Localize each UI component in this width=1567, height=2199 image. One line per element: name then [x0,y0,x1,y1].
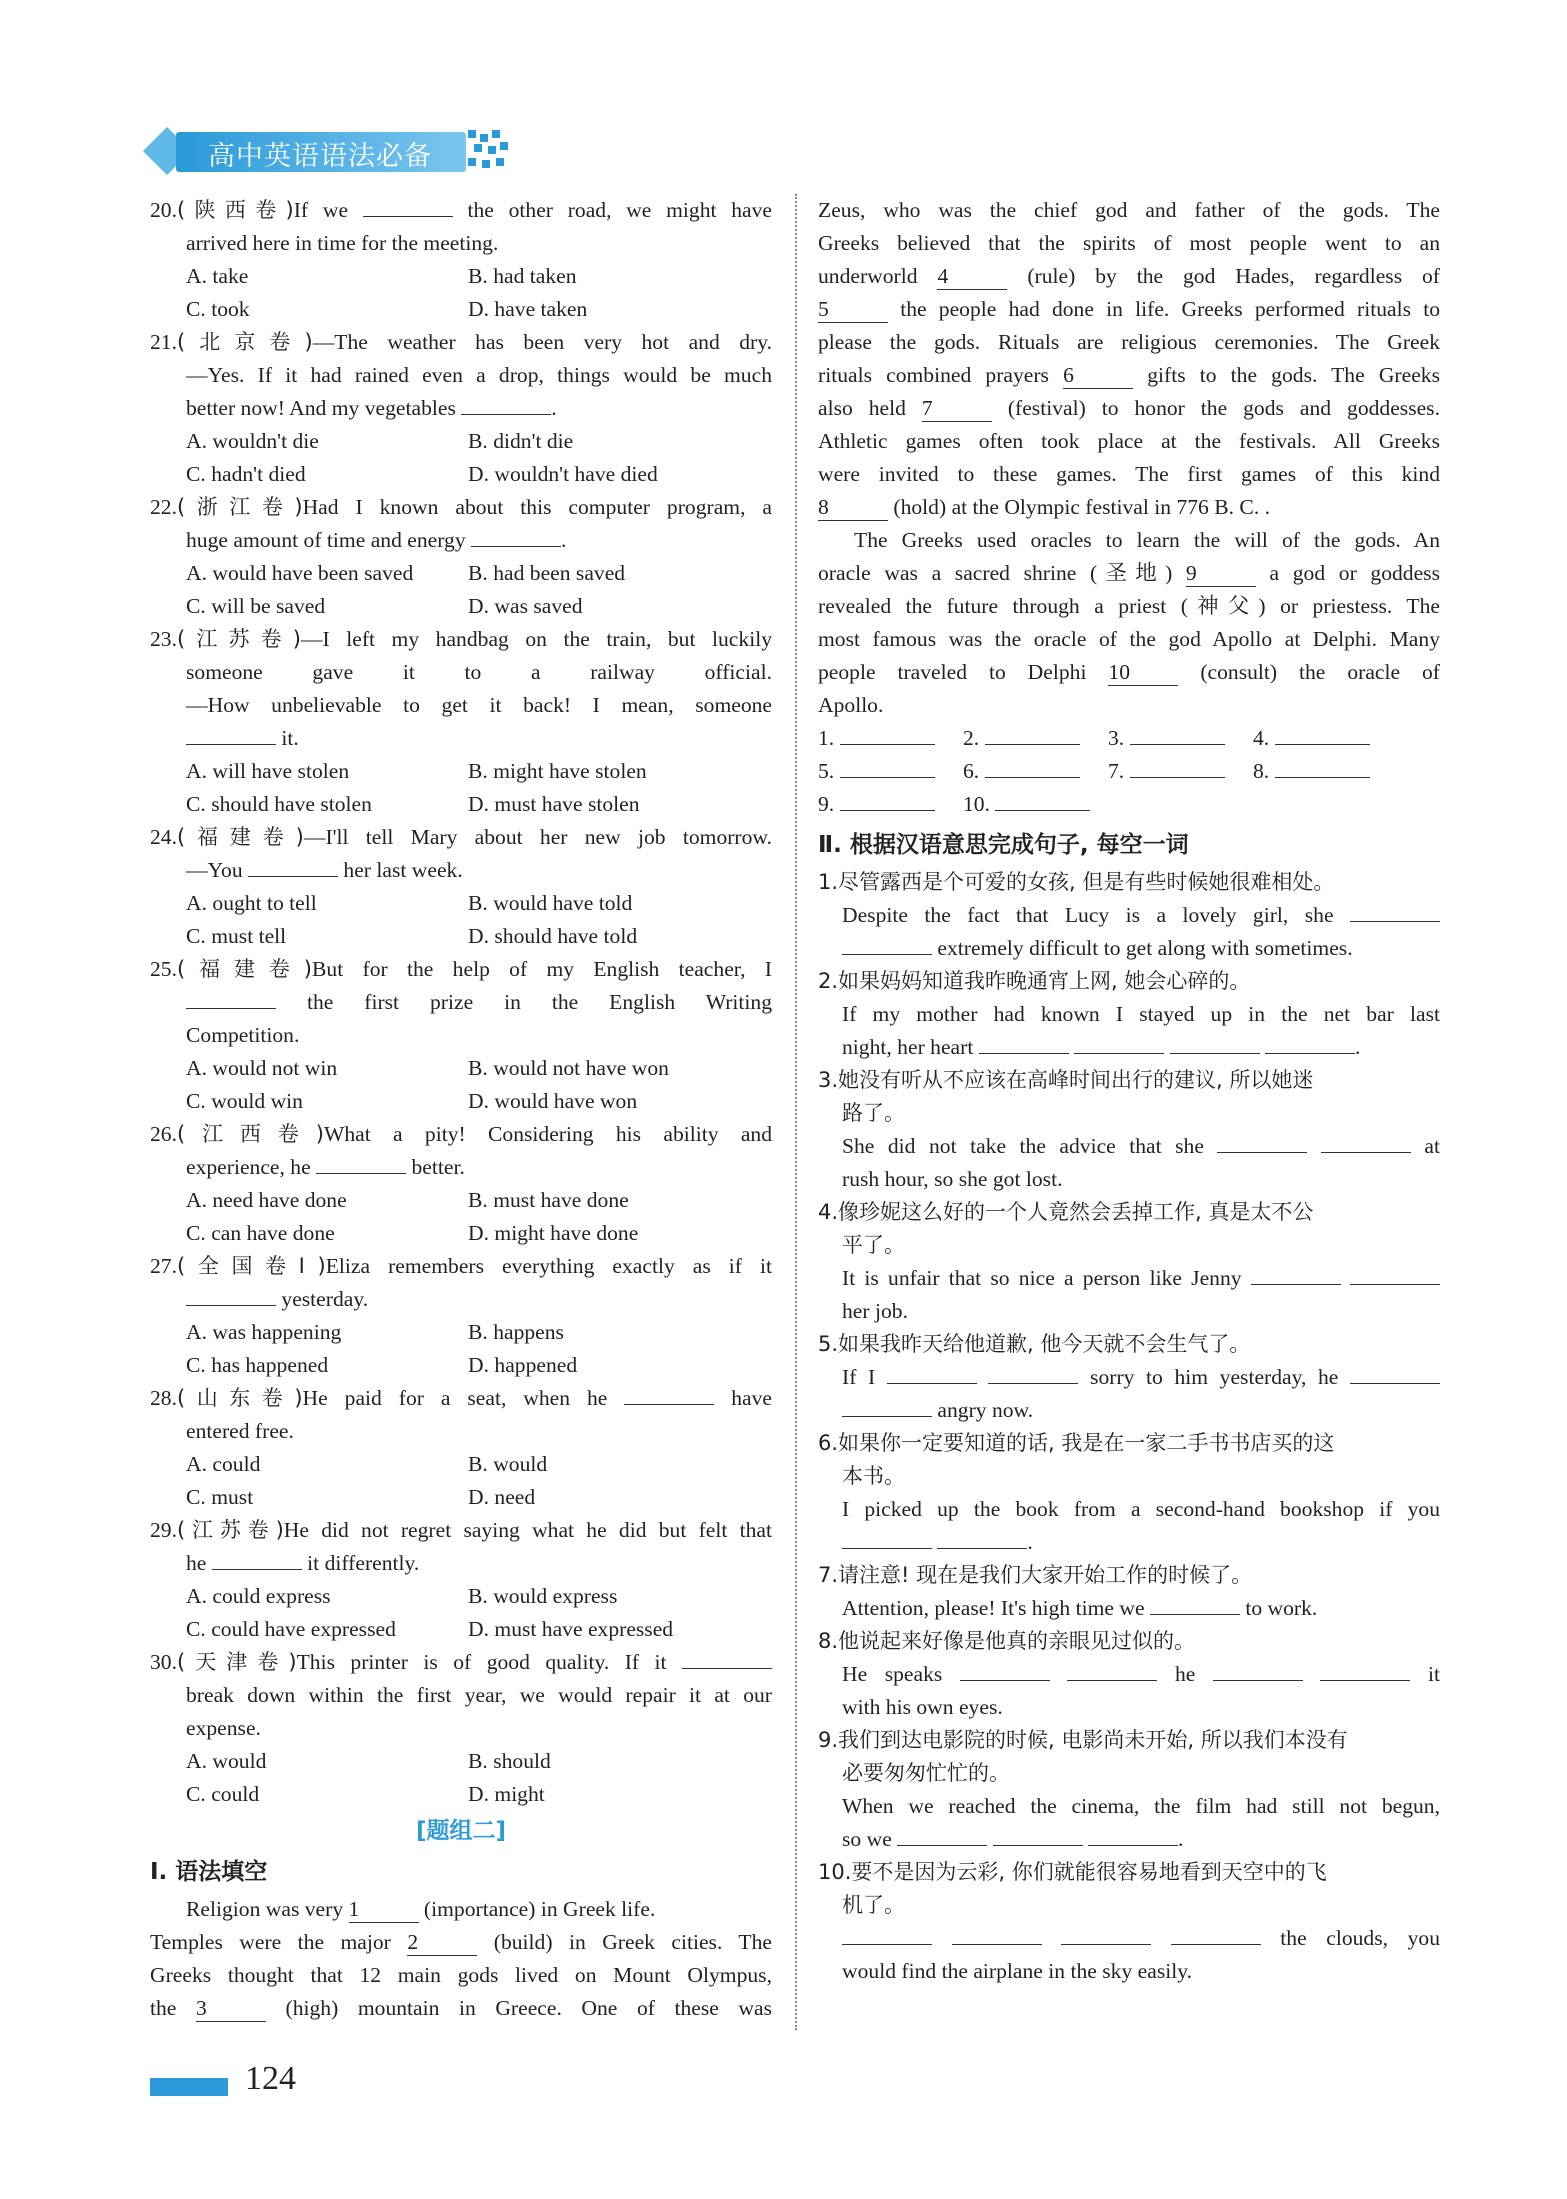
answer-blank [1265,1031,1355,1054]
answer-number: 2. [963,726,985,750]
answer-blank [993,1823,1083,1846]
answer-number: 6. [963,759,985,783]
passage-line: please the gods. Rituals are religious ceremonies. The Greek [818,330,1440,354]
numbered-blank: 10 [1108,659,1178,686]
question-item [150,194,772,326]
passage-line: people traveled to Delphi 10 (consult) the oracle of [818,660,1440,684]
question-item [150,1250,772,1382]
option: C. must tell [186,924,287,948]
answer-blank [842,1526,932,1549]
answer-blank [979,1031,1069,1054]
option: D. might [468,1782,545,1806]
question-number: 30. [150,1650,177,1674]
numbered-blank: 9 [1186,560,1256,587]
question-source: (江苏卷) [177,627,301,651]
answer-number: 5. [818,759,840,783]
question-line: 22.(浙江卷)Had I known about this computer program, a [150,495,772,519]
option-row [150,1745,772,1778]
answer-blank [937,1526,1027,1549]
passage-line: The Greeks used oracles to learn the will of the gods. An [854,528,1440,552]
question-item [150,623,772,821]
answer-blank [1061,1922,1151,1945]
question-source: (福建卷) [177,957,313,981]
answer-blank [1074,1031,1164,1054]
question-line: 25.(福建卷)But for the help of my English teacher, I [150,957,772,981]
answer-line [840,788,935,811]
option: D. have taken [468,297,588,321]
question-line: —You her last week. [150,854,772,887]
answer-blank [1321,1130,1411,1153]
chinese-prompt: 平了。 [842,1233,905,1257]
english-sentence: She did not take the advice that she at [818,1130,1440,1163]
numbered-blank: 4 [937,263,1007,290]
option: B. must have done [468,1188,629,1212]
option: A. wouldn't die [186,429,319,453]
passage-line: Religion was very 1 (importance) in Greek life. [186,1897,656,1921]
question-number: 20. [150,198,177,222]
question-number: 23. [150,627,177,651]
answer-line [1275,755,1370,778]
passage-line: most famous was the oracle of the god Apollo at Delphi. Many [818,627,1440,651]
page-header [150,128,490,176]
answer-blank [248,854,338,877]
passage-line: oracle was a sacred shrine (圣地) 9 a god or goddess [818,561,1440,585]
question-line: yesterday. [150,1283,772,1316]
numbered-blank: 3 [196,1995,266,2022]
chinese-prompt: 3.她没有听从不应该在高峰时间出行的建议, 所以她迷 [818,1068,1314,1092]
option: A. could express [186,1584,331,1608]
option: D. must have stolen [468,792,640,816]
passage-line: Athletic games often took place at the festivals. All Greeks [818,429,1440,453]
english-sentence: If I sorry to him yesterday, he [818,1361,1440,1394]
option-row [150,1448,772,1481]
question-number: 28. [150,1386,177,1410]
answer-blank [461,392,551,415]
answer-blank [1217,1130,1307,1153]
english-sentence: extremely difficult to get along with sometimes. [818,932,1440,965]
option-row [150,293,772,326]
question-number: 25. [150,957,177,981]
numbered-blank: 5 [818,296,888,323]
option: D. wouldn't have died [468,462,658,486]
passage-line: also held 7 (festival) to honor the gods and goddesses. [818,396,1440,420]
question-line: better now! And my vegetables . [150,392,772,425]
answer-blank [186,986,276,1009]
numbered-blank: 8 [818,494,888,521]
passage-line: rituals combined prayers 6 gifts to the gods. The Greeks [818,363,1440,387]
question-line: Competition. [186,1023,300,1047]
question-line: arrived here in time for the meeting. [186,231,499,255]
answer-blank [186,1283,276,1306]
passage-line: revealed the future through a priest (神父) or priestess. The [818,594,1440,618]
section-title: Ⅱ. 根据汉语意思完成句子, 每空一词 [818,832,1189,858]
english-sentence: angry now. [818,1394,1440,1427]
answer-line [1130,755,1225,778]
sentence-item [818,1427,1440,1559]
option: C. could [186,1782,260,1806]
chinese-prompt: 1.尽管露西是个可爱的女孩, 但是有些时候她很难相处。 [818,870,1335,894]
answer-line [985,755,1080,778]
question-line: break down within the first year, we would repair it at our [186,1683,772,1707]
option: B. would express [468,1584,618,1608]
answer-line [840,722,935,745]
answer-line [985,722,1080,745]
english-sentence: the clouds, you [818,1922,1440,1955]
option: B. would [468,1452,548,1476]
answer-blank [1150,1592,1240,1615]
option: A. ought to tell [186,891,317,915]
sentence-item [818,965,1440,1064]
question-item [150,491,772,623]
answer-blank [1320,1658,1410,1681]
answer-slot [1253,755,1398,788]
answer-blank [960,1658,1050,1681]
chinese-prompt: 6.如果你一定要知道的话, 我是在一家二手书书店买的这 [818,1431,1335,1455]
option: C. will be saved [186,594,326,618]
question-source: (全国卷Ⅰ) [177,1254,326,1278]
sentence-item [818,866,1440,965]
question-source: (天津卷) [177,1650,297,1674]
footer-bar [150,2078,228,2096]
english-sentence: with his own eyes. [842,1695,1003,1719]
question-number: 29. [150,1518,177,1542]
passage-line: the 3 (high) mountain in Greece. One of these was [150,1996,773,2020]
answer-number: 1. [818,726,840,750]
english-sentence: would find the airplane in the sky easily. [842,1959,1193,1983]
passage-text [150,1893,772,2025]
option: B. had taken [468,264,577,288]
answer-line [995,788,1090,811]
answer-blank [1171,1922,1261,1945]
question-item [150,1118,772,1250]
answer-number: 10. [963,792,996,816]
option: C. has happened [186,1353,329,1377]
english-sentence: Attention, please! It's high time we to work. [818,1592,1440,1625]
numbered-blank: 1 [349,1896,419,1923]
option-row [150,590,772,623]
question-line: entered free. [186,1419,294,1443]
question-item [150,1514,772,1646]
answer-grid [818,722,1440,821]
answer-slot [818,722,963,755]
numbered-blank: 7 [922,395,992,422]
option: D. was saved [468,594,583,618]
option-row [150,1184,772,1217]
left-column [150,194,772,2025]
answer-blank [212,1547,302,1570]
option: A. would have been saved [186,561,414,585]
answer-blank [186,722,276,745]
question-line: experience, he better. [150,1151,772,1184]
question-number: 26. [150,1122,177,1146]
chinese-prompt: 2.如果妈妈知道我昨晚通宵上网, 她会心碎的。 [818,969,1251,993]
option: C. can have done [186,1221,335,1245]
option-row [150,557,772,590]
question-item [150,326,772,491]
question-number: 22. [150,495,177,519]
passage-line: Greeks believed that the spirits of most people went to an [818,231,1440,255]
answer-blank [897,1823,987,1846]
numbered-blank: 6 [1063,362,1133,389]
option-row [150,755,772,788]
question-source: (江苏卷) [177,1518,284,1542]
option: A. would not win [186,1056,338,1080]
option-row [150,260,772,293]
option: B. would have told [468,891,633,915]
option-row [150,887,772,920]
question-line: 21.(北京卷)—The weather has been very hot and dry. [150,330,772,354]
option-row [150,1481,772,1514]
passage-line: were invited to these games. The first games of this kind [818,462,1440,486]
answer-blank [1067,1658,1157,1681]
question-line: 24.(福建卷)—I'll tell Mary about her new job tomorrow. [150,825,773,849]
question-line: someone gave it to a railway official. [186,660,772,684]
english-sentence: her job. [842,1299,908,1323]
passage-line: 8 (hold) at the Olympic festival in 776 B. C. . [818,495,1271,519]
question-item [150,1382,772,1514]
chinese-prompt: 必要匆匆忙忙的。 [842,1761,1010,1785]
question-line: —Yes. If it had rained even a drop, things would be much [186,363,772,387]
header-dots-icon [468,130,508,172]
answer-blank [1170,1031,1260,1054]
english-sentence: If my mother had known I stayed up in the net bar last [842,1002,1440,1026]
option: B. would not have won [468,1056,669,1080]
passage-line: Temples were the major 2 (build) in Greek cities. The [150,1930,772,1954]
answer-blank [842,1922,932,1945]
option-row [150,458,772,491]
header-title: 高中英语语法必备 [208,141,432,172]
answer-slot [1108,755,1253,788]
option-row [150,1613,772,1646]
answer-slot [818,788,963,821]
sentence-item [818,1328,1440,1427]
chinese-prompt: 10.要不是因为云彩, 你们就能很容易地看到天空中的飞 [818,1860,1327,1884]
option-row [150,788,772,821]
english-sentence: When we reached the cinema, the film had still not begun, [842,1794,1440,1818]
answer-blank [952,1922,1042,1945]
chinese-prompt: 4.像珍妮这么好的一个人竟然会丢掉工作, 真是太不公 [818,1200,1314,1224]
option: D. should have told [468,924,638,948]
option: C. must [186,1485,254,1509]
numbered-blank: 2 [407,1929,477,1956]
answer-slot [818,755,963,788]
answer-line [1275,722,1370,745]
option: D. would have won [468,1089,638,1113]
answer-number: 9. [818,792,840,816]
answer-blank [842,932,932,955]
option: A. could [186,1452,261,1476]
option: C. could have expressed [186,1617,396,1641]
english-sentence: It is unfair that so nice a person like Jenny [818,1262,1440,1295]
question-item [150,1646,772,1811]
option: D. must have expressed [468,1617,674,1641]
chinese-prompt: 机了。 [842,1893,905,1917]
question-line: it. [150,722,772,755]
answer-line [1130,722,1225,745]
answer-blank [1350,1361,1440,1384]
answer-blank [1213,1658,1303,1681]
passage-line: Apollo. [818,693,884,717]
option-row [150,1778,772,1811]
answer-blank [316,1151,406,1174]
question-source: (浙江卷) [177,495,303,519]
column-divider [795,194,797,2030]
option: B. might have stolen [468,759,647,783]
answer-blank [471,524,561,547]
question-line: 28.(山东卷)He paid for a seat, when he have [150,1382,772,1415]
answer-slot [963,755,1108,788]
chinese-prompt: 7.请注意! 现在是我们大家开始工作的时候了。 [818,1563,1253,1587]
answer-blank [988,1361,1078,1384]
question-source: (陕西卷) [177,198,294,222]
answer-line [840,755,935,778]
question-number: 21. [150,330,177,354]
sentence-item [818,1064,1440,1196]
question-line: 26.(江西卷)What a pity! Considering his ability and [150,1122,773,1146]
chinese-prompt: 8.他说起来好像是他真的亲眼见过似的。 [818,1629,1196,1653]
option: A. was happening [186,1320,342,1344]
question-number: 27. [150,1254,177,1278]
section-title: Ⅰ. 语法填空 [150,1859,268,1885]
english-sentence: . [818,1526,1440,1559]
question-item [150,953,772,1118]
question-line: he it differently. [150,1547,772,1580]
option: A. take [186,264,249,288]
question-source: (江西卷) [177,1122,324,1146]
answer-blank [1088,1823,1178,1846]
english-sentence: rush hour, so she got lost. [842,1167,1063,1191]
option-row [150,1217,772,1250]
passage-line: 5 the people had done in life. Greeks performed rituals to [818,297,1440,321]
chinese-prompt: 9.我们到达电影院的时候, 电影尚未开始, 所以我们本没有 [818,1728,1348,1752]
option: D. might have done [468,1221,639,1245]
question-line: 20.(陕西卷)If we the other road, we might have [150,194,772,227]
option: C. took [186,297,250,321]
option: D. need [468,1485,536,1509]
english-sentence: night, her heart . [818,1031,1440,1064]
answer-blank [1350,899,1440,922]
question-line: huge amount of time and energy . [150,524,772,557]
question-line: 30.(天津卷)This printer is of good quality. If it [150,1646,772,1679]
question-line: 29.(江苏卷)He did not regret saying what he did but felt that [150,1518,772,1542]
answer-slot [1253,722,1398,755]
option-row [150,1349,772,1382]
option: B. didn't die [468,429,574,453]
sentence-item [818,1196,1440,1328]
answer-slot [963,722,1108,755]
answer-blank [1350,1262,1440,1285]
question-line: expense. [186,1716,261,1740]
option: B. happens [468,1320,564,1344]
sentence-item [818,1724,1440,1856]
question-line: 23.(江苏卷)—I left my handbag on the train, but luckily [150,627,772,651]
option: A. would [186,1749,267,1773]
answer-slot [963,788,1108,821]
answer-number: 8. [1253,759,1275,783]
chinese-prompt: 本书。 [842,1464,905,1488]
english-sentence: I picked up the book from a second-hand bookshop if you [842,1497,1440,1521]
english-sentence: so we . [818,1823,1440,1856]
option-row [150,1580,772,1613]
group-title: [题组二] [415,1818,507,1844]
option: B. should [468,1749,551,1773]
sentence-item [818,1559,1440,1625]
option: C. hadn't died [186,462,306,486]
question-source: (山东卷) [177,1386,303,1410]
passage-line: Zeus, who was the chief god and father of the gods. The [818,198,1440,222]
option: D. happened [468,1353,578,1377]
question-line: the first prize in the English Writing [150,986,772,1019]
sentence-item [818,1625,1440,1724]
answer-number: 4. [1253,726,1275,750]
answer-blank [624,1382,714,1405]
question-line: 27.(全国卷Ⅰ)Eliza remembers everything exactly as if it [150,1254,772,1278]
option: B. had been saved [468,561,626,585]
answer-blank [1251,1262,1341,1285]
answer-blank [363,194,453,217]
option-row [150,1085,772,1118]
answer-blank [682,1646,772,1669]
option: A. will have stolen [186,759,350,783]
answer-slot [1108,722,1253,755]
question-number: 24. [150,825,177,849]
right-column [818,194,1440,1988]
english-sentence: Despite the fact that Lucy is a lovely girl, she [818,899,1440,932]
option-row [150,1052,772,1085]
option-row [150,1316,772,1349]
question-source: (北京卷) [177,330,313,354]
chinese-prompt: 路了。 [842,1101,905,1125]
question-item [150,821,772,953]
option: C. would win [186,1089,303,1113]
passage-text [818,194,1440,722]
chinese-prompt: 5.如果我昨天给他道歉, 他今天就不会生气了。 [818,1332,1251,1356]
page-number: 124 [245,2060,296,2097]
passage-line: Greeks thought that 12 main gods lived on Mount Olympus, [150,1963,772,1987]
passage-line: underworld 4 (rule) by the god Hades, regardless of [818,264,1440,288]
question-source: (福建卷) [177,825,304,849]
answer-blank [887,1361,977,1384]
english-sentence: He speaks he it [818,1658,1440,1691]
answer-number: 3. [1108,726,1130,750]
question-line: —How unbelievable to get it back! I mean, someone [186,693,772,717]
option: C. should have stolen [186,792,372,816]
answer-number: 7. [1108,759,1130,783]
sentence-item [818,1856,1440,1988]
option-row [150,425,772,458]
option: A. need have done [186,1188,347,1212]
option-row [150,920,772,953]
answer-blank [842,1394,932,1417]
